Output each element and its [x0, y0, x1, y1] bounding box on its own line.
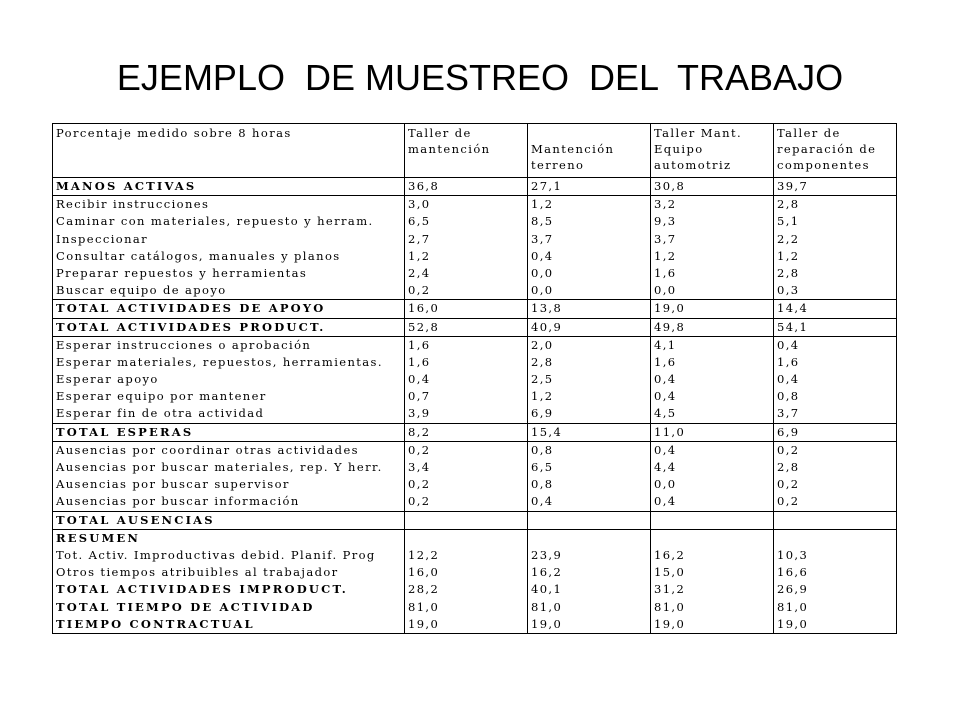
row-value: 1,2 — [405, 248, 528, 265]
row-value: 0,8 — [528, 441, 651, 459]
row-value: 3,4 — [405, 459, 528, 476]
row-value: 2,8 — [774, 459, 897, 476]
row-value: 81,0 — [774, 599, 897, 616]
table-row — [53, 459, 897, 476]
row-value: 2,8 — [528, 354, 651, 371]
row-value: 15,4 — [528, 423, 651, 441]
row-value: 16,2 — [651, 547, 774, 564]
table-row — [53, 300, 897, 318]
row-label: TOTAL AUSENCIAS — [53, 511, 405, 529]
row-value: 4,4 — [651, 459, 774, 476]
row-value: 0,2 — [405, 493, 528, 511]
row-value: 0,8 — [774, 388, 897, 405]
row-value: 1,6 — [405, 354, 528, 371]
work-sampling-table — [52, 123, 897, 634]
row-value: 27,1 — [528, 178, 651, 196]
row-value: 0,2 — [774, 476, 897, 493]
row-value: 54,1 — [774, 318, 897, 336]
row-value: 1,2 — [528, 196, 651, 214]
row-value: 5,1 — [774, 213, 897, 230]
row-value: 81,0 — [405, 599, 528, 616]
table-row — [53, 178, 897, 196]
row-value: 13,8 — [528, 300, 651, 318]
row-value: 6,9 — [528, 405, 651, 423]
row-value — [774, 511, 897, 529]
row-value: 0,7 — [405, 388, 528, 405]
row-label: TOTAL ACTIVIDADES IMPRODUCT. — [53, 581, 405, 598]
table-row — [53, 371, 897, 388]
row-value: 11,0 — [651, 423, 774, 441]
row-value: 0,2 — [774, 493, 897, 511]
row-value: 1,2 — [774, 248, 897, 265]
row-label: Esperar instrucciones o aprobación — [53, 336, 405, 354]
table-row — [53, 248, 897, 265]
row-value: 52,8 — [405, 318, 528, 336]
row-value: 81,0 — [528, 599, 651, 616]
table-row — [53, 581, 897, 598]
row-value: 0,0 — [528, 282, 651, 300]
row-value: 14,4 — [774, 300, 897, 318]
row-value: 0,4 — [528, 248, 651, 265]
row-value: 10,3 — [774, 547, 897, 564]
header-col-mantencion-terreno: Mantención terreno — [531, 142, 615, 172]
row-value — [651, 511, 774, 529]
table-row — [53, 405, 897, 423]
row-label: TOTAL TIEMPO DE ACTIVIDAD — [53, 599, 405, 616]
row-label: Preparar repuestos y herramientas — [53, 265, 405, 282]
row-value: 81,0 — [651, 599, 774, 616]
row-value: 0,8 — [528, 476, 651, 493]
row-value: 1,2 — [528, 388, 651, 405]
row-value — [405, 511, 528, 529]
table-row — [53, 231, 897, 248]
row-value: 40,1 — [528, 581, 651, 598]
row-value: 28,2 — [405, 581, 528, 598]
row-value: 19,0 — [405, 616, 528, 634]
row-value: 0,0 — [528, 265, 651, 282]
row-value — [651, 529, 774, 547]
row-label: Esperar materiales, repuestos, herramientas. — [53, 354, 405, 371]
header-col-equipo-automotriz: Taller Mant. Equipo automotriz — [654, 126, 743, 172]
row-value: 3,7 — [528, 231, 651, 248]
table-row — [53, 616, 897, 634]
row-value: 23,9 — [528, 547, 651, 564]
row-value: 0,4 — [651, 441, 774, 459]
row-value: 19,0 — [651, 300, 774, 318]
row-value: 0,4 — [651, 371, 774, 388]
row-value: 0,3 — [774, 282, 897, 300]
row-value: 0,4 — [651, 493, 774, 511]
row-value: 2,8 — [774, 196, 897, 214]
row-label: TOTAL ESPERAS — [53, 423, 405, 441]
row-value — [528, 511, 651, 529]
row-value: 0,2 — [405, 441, 528, 459]
row-value: 6,5 — [405, 213, 528, 230]
row-label: Esperar apoyo — [53, 371, 405, 388]
row-label: Otros tiempos atribuibles al trabajador — [53, 564, 405, 581]
row-value: 2,4 — [405, 265, 528, 282]
row-value — [528, 529, 651, 547]
row-value: 19,0 — [774, 616, 897, 634]
row-value: 36,8 — [405, 178, 528, 196]
row-value: 39,7 — [774, 178, 897, 196]
row-value: 2,0 — [528, 336, 651, 354]
row-value — [774, 529, 897, 547]
row-value: 1,6 — [405, 336, 528, 354]
row-label: TOTAL ACTIVIDADES DE APOYO — [53, 300, 405, 318]
row-value: 8,5 — [528, 213, 651, 230]
table-row — [53, 564, 897, 581]
row-label: Consultar catálogos, manuales y planos — [53, 248, 405, 265]
header-col-cell — [774, 124, 897, 178]
table-row — [53, 196, 897, 214]
row-value: 0,4 — [774, 336, 897, 354]
row-value: 0,0 — [651, 282, 774, 300]
row-value: 1,6 — [651, 265, 774, 282]
row-value: 3,2 — [651, 196, 774, 214]
row-label: TOTAL ACTIVIDADES PRODUCT. — [53, 318, 405, 336]
row-value: 16,2 — [528, 564, 651, 581]
row-value: 0,2 — [774, 441, 897, 459]
table-row — [53, 511, 897, 529]
row-label: Caminar con materiales, repuesto y herram. — [53, 213, 405, 230]
table-body — [53, 124, 897, 634]
table-row — [53, 213, 897, 230]
row-value: 1,6 — [651, 354, 774, 371]
row-value: 16,0 — [405, 564, 528, 581]
row-label: Ausencias por buscar información — [53, 493, 405, 511]
row-value: 3,7 — [774, 405, 897, 423]
table-row — [53, 265, 897, 282]
table-row — [53, 423, 897, 441]
header-col-cell — [405, 124, 528, 178]
row-value: 3,9 — [405, 405, 528, 423]
row-value: 6,9 — [774, 423, 897, 441]
row-value: 16,0 — [405, 300, 528, 318]
table-row — [53, 318, 897, 336]
row-value: 31,2 — [651, 581, 774, 598]
row-value: 30,8 — [651, 178, 774, 196]
row-value: 0,4 — [405, 371, 528, 388]
row-label: Recibir instrucciones — [53, 196, 405, 214]
header-col-cell — [528, 124, 651, 178]
row-label: Ausencias por buscar supervisor — [53, 476, 405, 493]
row-value: 0,2 — [405, 282, 528, 300]
table-row — [53, 441, 897, 459]
table-row — [53, 493, 897, 511]
table-header-row — [53, 124, 897, 178]
row-value: 4,5 — [651, 405, 774, 423]
page-title: EJEMPLO DE MUESTREO DEL TRABAJO — [116, 57, 844, 98]
row-value: 16,6 — [774, 564, 897, 581]
row-value: 2,7 — [405, 231, 528, 248]
row-value: 15,0 — [651, 564, 774, 581]
row-value: 3,0 — [405, 196, 528, 214]
row-value: 1,2 — [651, 248, 774, 265]
row-label: Inspeccionar — [53, 231, 405, 248]
row-value: 8,2 — [405, 423, 528, 441]
row-value: 19,0 — [651, 616, 774, 634]
row-value: 49,8 — [651, 318, 774, 336]
row-value: 6,5 — [528, 459, 651, 476]
header-label: Porcentaje medido sobre 8 horas — [56, 126, 292, 140]
row-label: RESUMEN — [53, 529, 405, 547]
row-label: Ausencias por buscar materiales, rep. Y herr. — [53, 459, 405, 476]
row-value: 2,8 — [774, 265, 897, 282]
row-value: 2,5 — [528, 371, 651, 388]
row-value: 0,0 — [651, 476, 774, 493]
table-row — [53, 388, 897, 405]
row-value: 0,4 — [651, 388, 774, 405]
table-row — [53, 354, 897, 371]
row-value: 3,7 — [651, 231, 774, 248]
header-col-reparacion-componentes: Taller de reparación de componentes — [777, 126, 877, 172]
table-row — [53, 599, 897, 616]
table-row — [53, 282, 897, 300]
row-value: 2,2 — [774, 231, 897, 248]
header-col-taller-mantencion: Taller de mantención — [408, 126, 491, 156]
row-value: 0,4 — [774, 371, 897, 388]
row-label: Buscar equipo de apoyo — [53, 282, 405, 300]
header-col-cell — [651, 124, 774, 178]
row-value: 0,2 — [405, 476, 528, 493]
table-row — [53, 547, 897, 564]
table-row — [53, 529, 897, 547]
row-label: Ausencias por coordinar otras actividades — [53, 441, 405, 459]
header-label-cell — [53, 124, 405, 178]
row-value: 4,1 — [651, 336, 774, 354]
row-value: 12,2 — [405, 547, 528, 564]
row-value: 0,4 — [528, 493, 651, 511]
row-value: 9,3 — [651, 213, 774, 230]
row-label: Esperar fin de otra actividad — [53, 405, 405, 423]
row-value: 19,0 — [528, 616, 651, 634]
row-label: TIEMPO CONTRACTUAL — [53, 616, 405, 634]
row-label: Tot. Activ. Improductivas debid. Planif. Prog — [53, 547, 405, 564]
row-value: 1,6 — [774, 354, 897, 371]
table-row — [53, 336, 897, 354]
row-value — [405, 529, 528, 547]
row-value: 40,9 — [528, 318, 651, 336]
table-row — [53, 476, 897, 493]
row-label: Esperar equipo por mantener — [53, 388, 405, 405]
row-value: 26,9 — [774, 581, 897, 598]
row-label: MANOS ACTIVAS — [53, 178, 405, 196]
